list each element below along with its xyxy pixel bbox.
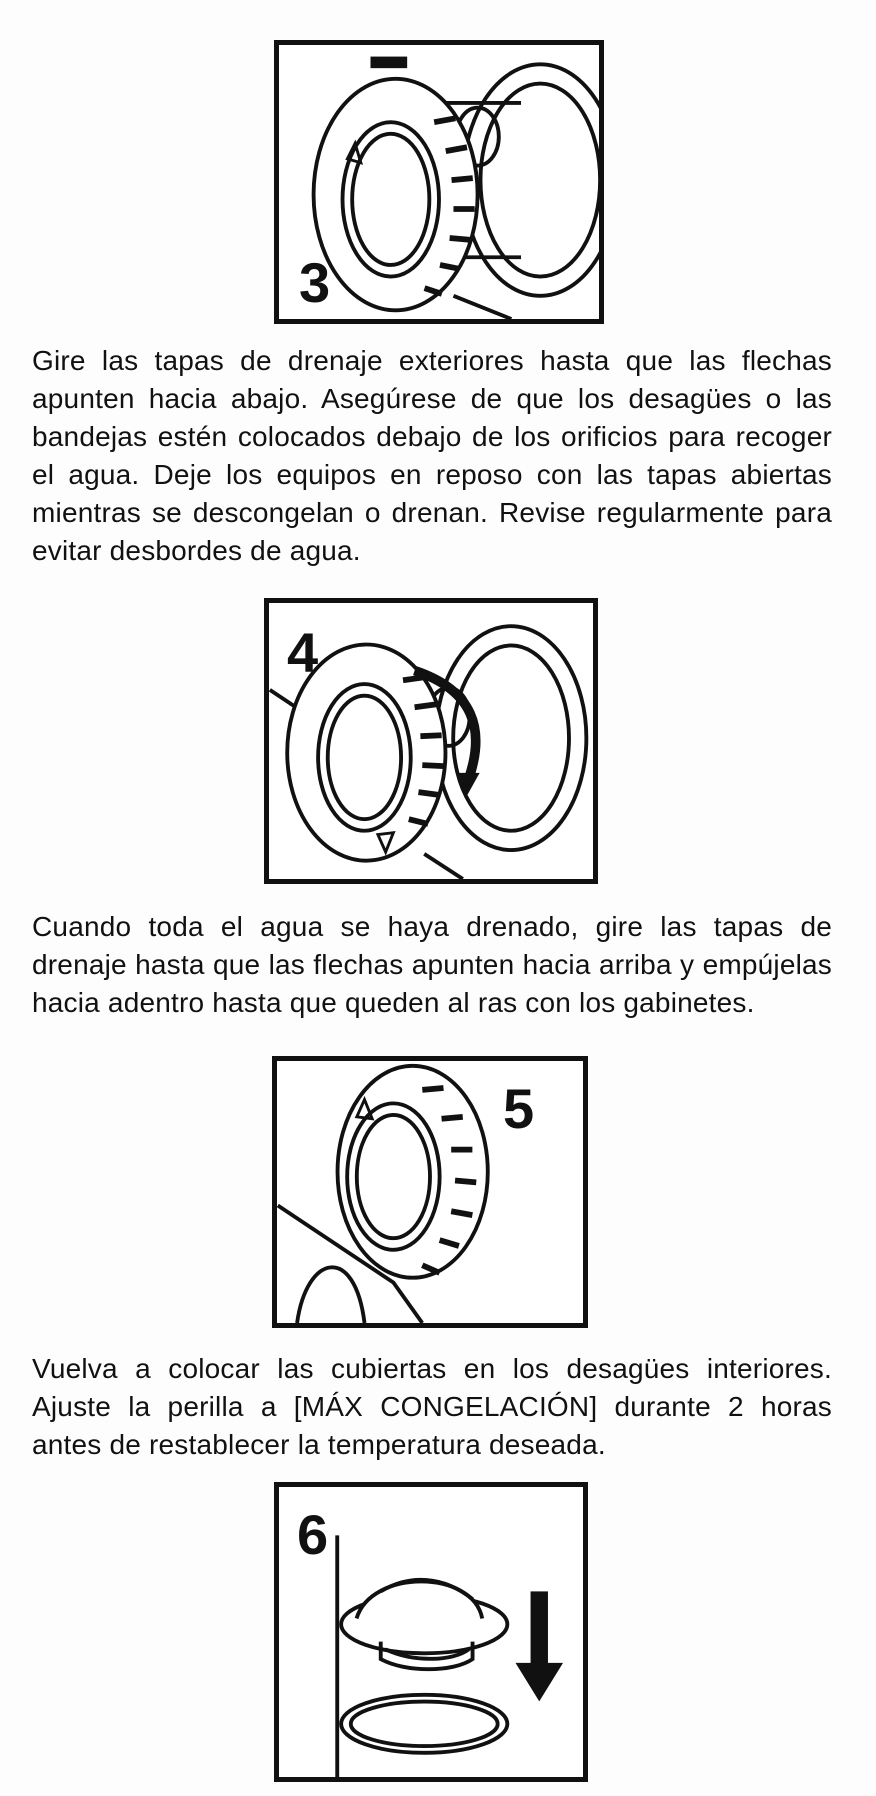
step-number: 3 bbox=[299, 251, 331, 314]
step-number: 6 bbox=[297, 1503, 329, 1566]
step-number: 5 bbox=[503, 1077, 535, 1140]
step-3-instructions: Gire las tapas de drenaje exteriores hasta que las flechas apunten hacia abajo. Asegúrese de que los desagües o las bandejas estén colocados debajo de los orificios para recoger el agua. Deje los equipos en reposo con las tapas abiertas mientras se descongelan o drenan. Revise regularmente para evitar desbordes de agua. bbox=[32, 345, 832, 566]
drain-cap-arrow-up-icon bbox=[277, 1061, 583, 1323]
step-6-illustration bbox=[274, 1482, 588, 1782]
step-5-instructions: Vuelva a colocar las cubiertas en los desagües interiores. Ajuste la perilla a [MÁX CONGELACIÓN] durante 2 horas antes de restablecer la temperatura deseada. bbox=[32, 1353, 832, 1460]
step-4-instructions: Cuando toda el agua se haya drenado, gire las tapas de drenaje hasta que las flechas apunten hacia arriba y empújelas hacia adentro hasta que queden al ras con los gabinetes. bbox=[32, 911, 832, 1018]
step-4-illustration bbox=[264, 598, 598, 884]
step-5-illustration bbox=[272, 1056, 588, 1328]
step-3-illustration bbox=[274, 40, 604, 324]
step-number: 4 bbox=[287, 621, 319, 684]
